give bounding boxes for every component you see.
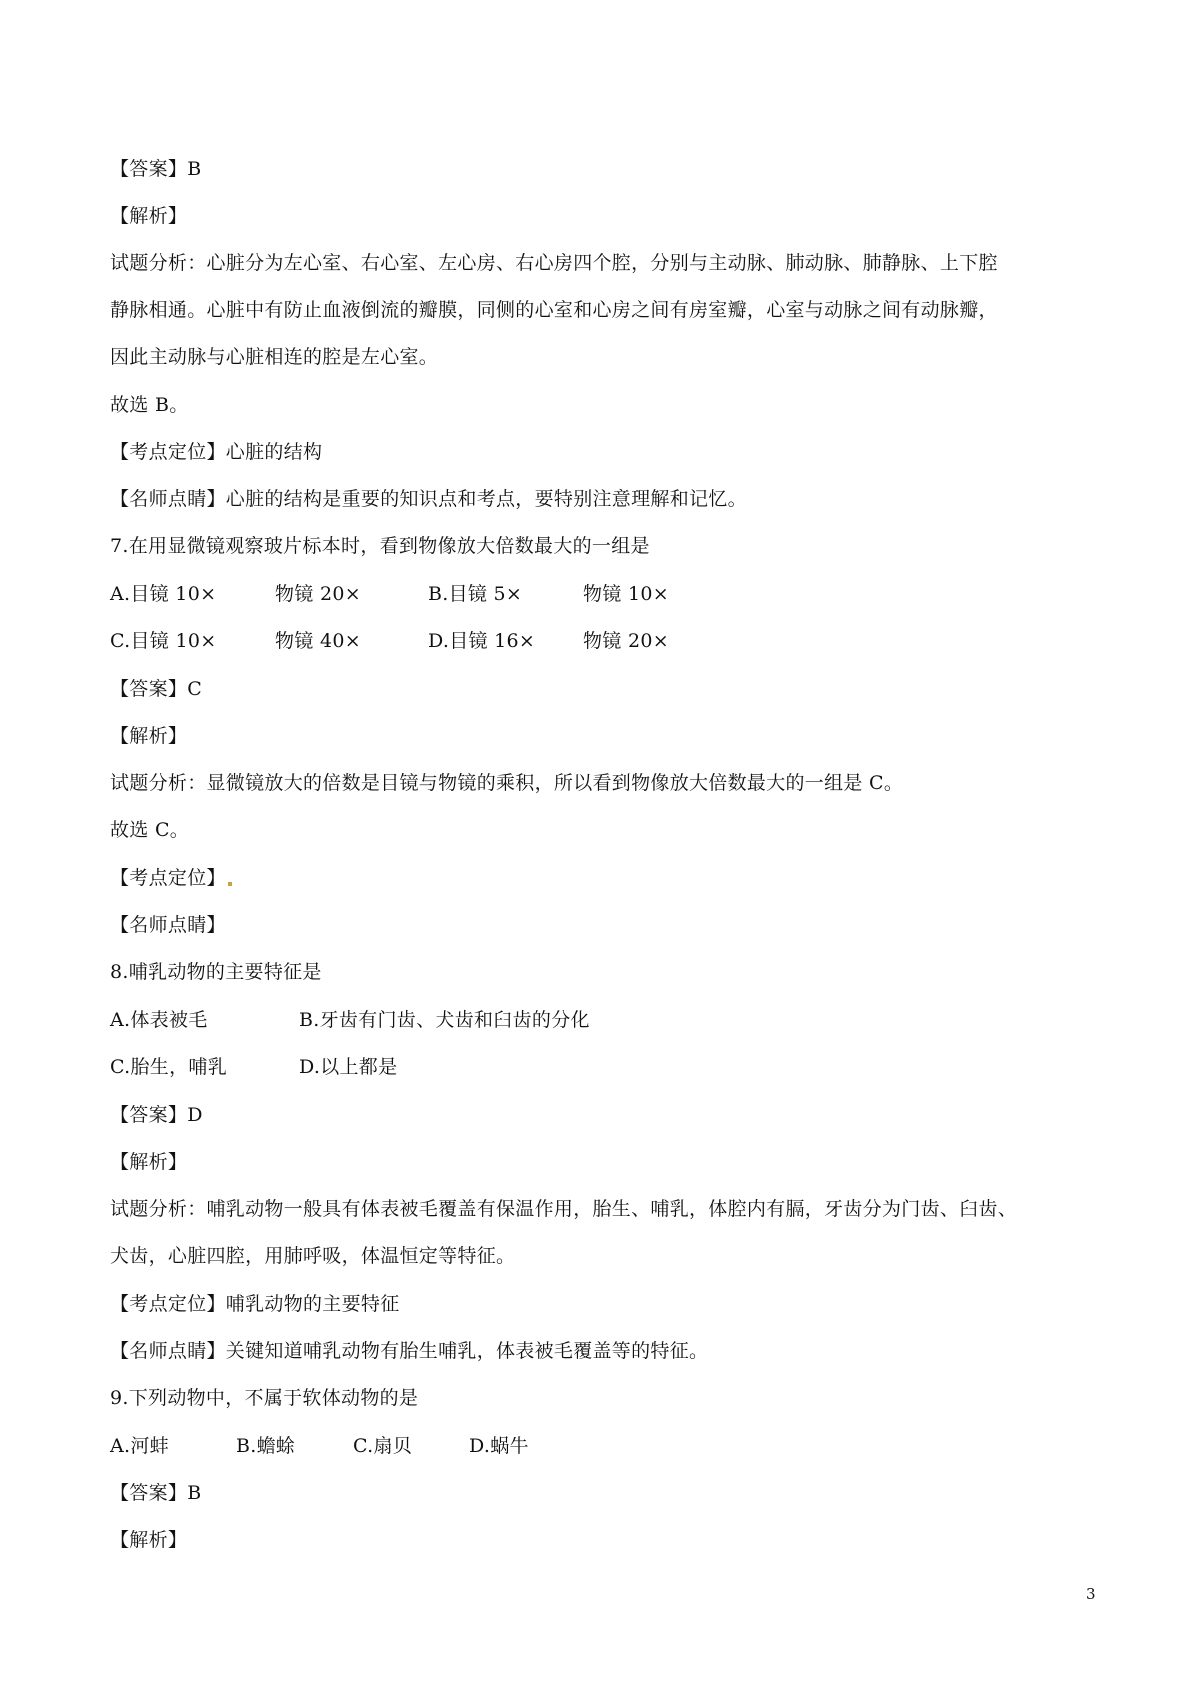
q9-option-a: A.河蚌 xyxy=(110,1435,169,1457)
q8-analysis-line-1: 试题分析：哺乳动物一般具有体表被毛覆盖有保温作用，胎生、哺乳，体腔内有膈，牙齿分为门齿、臼齿、 xyxy=(110,1198,1018,1220)
q7-option-c-objective: 物镜 40× xyxy=(275,630,361,652)
q9-analysis-heading: 【解析】 xyxy=(110,1529,188,1551)
q8-answer: 【答案】D xyxy=(110,1104,203,1126)
q7-option-d-objective: 物镜 20× xyxy=(583,630,669,652)
q6-analysis-line-2: 静脉相通。心脏中有防止血液倒流的瓣膜，同侧的心室和心房之间有房室瓣，心室与动脉之间有动脉瓣， xyxy=(110,299,998,321)
q8-analysis-heading: 【解析】 xyxy=(110,1151,188,1173)
q6-analysis-heading: 【解析】 xyxy=(110,205,188,227)
q9-option-c: C.扇贝 xyxy=(353,1435,413,1457)
q6-choice-line: 故选 B。 xyxy=(110,394,189,416)
q7-option-b: B.目镜 5× xyxy=(428,583,523,605)
q8-option-c: C.胎生，哺乳 xyxy=(110,1056,228,1078)
q7-answer: 【答案】C xyxy=(110,678,203,700)
q7-kaodian: 【考点定位】 xyxy=(110,867,226,889)
q7-choice-line: 故选 C。 xyxy=(110,819,190,841)
q6-answer: 【答案】B xyxy=(110,158,202,180)
q7-option-c: C.目镜 10× xyxy=(110,630,217,652)
q7-option-b-objective: 物镜 10× xyxy=(583,583,669,605)
q7-analysis-line-1: 试题分析：显微镜放大的倍数是目镜与物镜的乘积，所以看到物像放大倍数最大的一组是 C。 xyxy=(110,772,904,794)
q8-option-b: B.牙齿有门齿、犬齿和臼齿的分化 xyxy=(299,1009,590,1031)
q7-option-d: D.目镜 16× xyxy=(428,630,536,652)
marker-dot xyxy=(228,882,232,886)
q6-mingshi: 【名师点睛】心脏的结构是重要的知识点和考点，要特别注意理解和记忆。 xyxy=(110,488,747,510)
q8-analysis-line-2: 犬齿，心脏四腔，用肺呼吸，体温恒定等特征。 xyxy=(110,1245,516,1267)
q8-kaodian: 【考点定位】哺乳动物的主要特征 xyxy=(110,1293,400,1315)
q8-option-d: D.以上都是 xyxy=(299,1056,398,1078)
q7-option-a-objective: 物镜 20× xyxy=(275,583,361,605)
q7-mingshi: 【名师点睛】 xyxy=(110,914,226,936)
q8-option-a: A.体表被毛 xyxy=(110,1009,208,1031)
q8-mingshi: 【名师点睛】关键知道哺乳动物有胎生哺乳，体表被毛覆盖等的特征。 xyxy=(110,1340,709,1362)
q8-question: 8.哺乳动物的主要特征是 xyxy=(110,961,322,983)
q7-analysis-heading: 【解析】 xyxy=(110,725,188,747)
q6-analysis-line-3: 因此主动脉与心脏相连的腔是左心室。 xyxy=(110,346,439,368)
q6-analysis-line-1: 试题分析：心脏分为左心室、右心室、左心房、右心房四个腔，分别与主动脉、肺动脉、肺静脉、上下腔 xyxy=(110,252,998,274)
q9-question: 9.下列动物中，不属于软体动物的是 xyxy=(110,1387,419,1409)
page-number: 3 xyxy=(1086,1585,1096,1603)
q7-option-a: A.目镜 10× xyxy=(110,583,217,605)
q9-option-b: B.蟾蜍 xyxy=(236,1435,296,1457)
q6-kaodian: 【考点定位】心脏的结构 xyxy=(110,441,323,463)
q7-kaodian-line xyxy=(110,865,232,891)
q7-question: 7.在用显微镜观察玻片标本时，看到物像放大倍数最大的一组是 xyxy=(110,535,650,557)
q9-answer: 【答案】B xyxy=(110,1482,202,1504)
q9-option-d: D.蜗牛 xyxy=(469,1435,529,1457)
